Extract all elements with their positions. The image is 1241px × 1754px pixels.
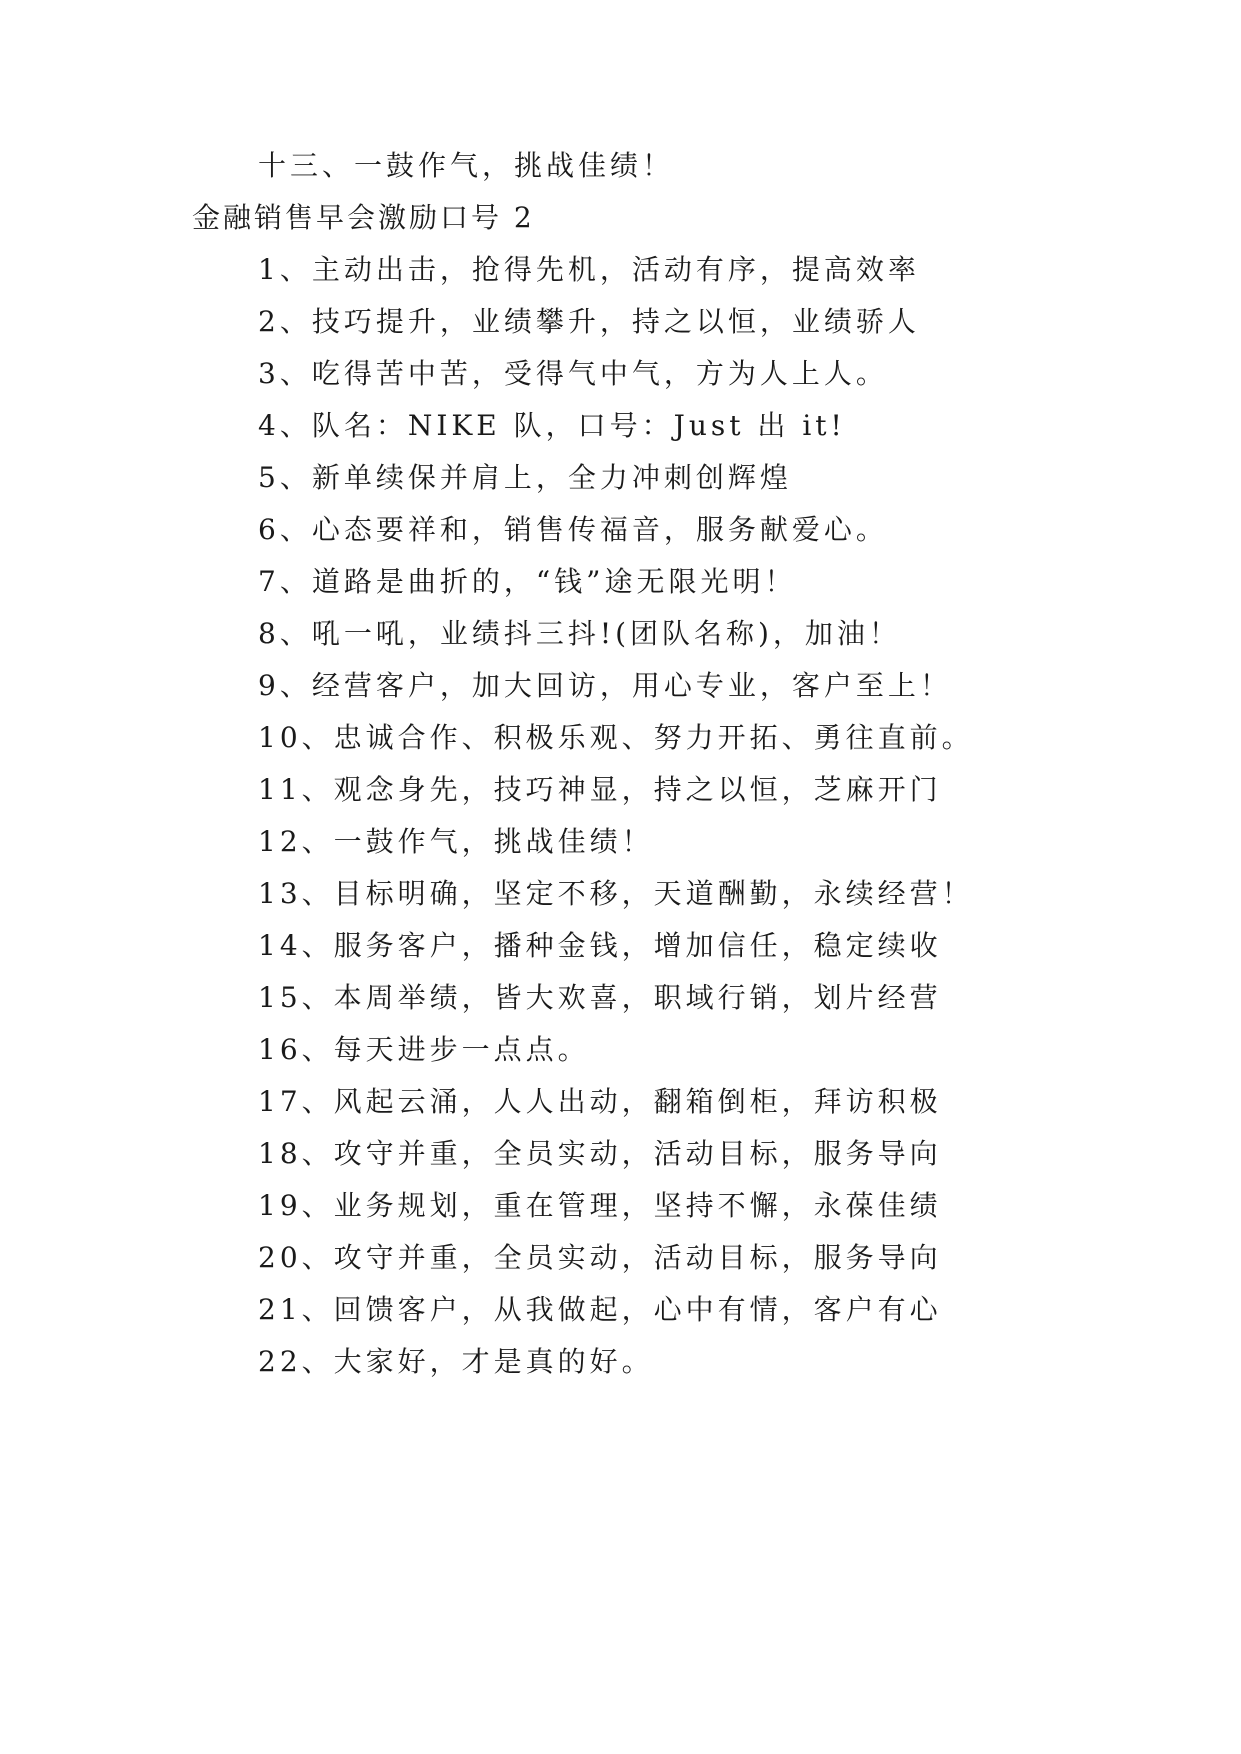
- slogan-line: 3、吃得苦中苦，受得气中气，方为人上人。: [258, 357, 888, 390]
- slogan-line: 18、攻守并重，全员实动，活动目标，服务导向: [258, 1137, 942, 1170]
- slogan-line: 10、忠诚合作、积极乐观、努力开拓、勇往直前。: [258, 721, 974, 754]
- slogan-line: 13、目标明确，坚定不移，天道酬勤，永续经营！: [258, 877, 974, 910]
- slogan-line: 17、风起云涌，人人出动，翻箱倒柜，拜访积极: [258, 1085, 942, 1118]
- slogan-line: 20、攻守并重，全员实动，活动目标，服务导向: [258, 1241, 942, 1274]
- slogan-line: 11、观念身先，技巧神显，持之以恒，芝麻开门: [258, 773, 942, 806]
- slogan-line: 5、新单续保并肩上，全力冲刺创辉煌: [258, 461, 792, 494]
- section-title: 金融销售早会激励口号 2: [192, 201, 535, 234]
- intro-line: 十三、一鼓作气，挑战佳绩！: [258, 149, 675, 182]
- slogan-line: 9、经营客户，加大回访，用心专业，客户至上！: [258, 669, 952, 702]
- slogan-line: 16、每天进步一点点。: [258, 1033, 590, 1066]
- slogan-line: 21、回馈客户，从我做起，心中有情，客户有心: [258, 1293, 942, 1326]
- slogan-line: 8、吼一吼，业绩抖三抖!(团队名称)，加油！: [258, 617, 901, 650]
- slogan-line: 15、本周举绩，皆大欢喜，职域行销，划片经营: [258, 981, 942, 1014]
- slogan-line: 14、服务客户，播种金钱，增加信任，稳定续收: [258, 929, 942, 962]
- slogan-line: 19、业务规划，重在管理，坚持不懈，永葆佳绩: [258, 1189, 942, 1222]
- slogan-line: 4、队名：NIKE 队，口号：Just 出 it!: [258, 409, 846, 442]
- slogan-line: 1、主动出击，抢得先机，活动有序，提高效率: [258, 253, 920, 286]
- slogan-line: 6、心态要祥和，销售传福音，服务献爱心。: [258, 513, 888, 546]
- slogan-line: 7、道路是曲折的，“钱”途无限光明！: [258, 565, 797, 598]
- slogan-line: 22、大家好，才是真的好。: [258, 1345, 654, 1378]
- slogan-line: 12、一鼓作气，挑战佳绩！: [258, 825, 654, 858]
- slogan-line: 2、技巧提升，业绩攀升，持之以恒，业绩骄人: [258, 305, 920, 338]
